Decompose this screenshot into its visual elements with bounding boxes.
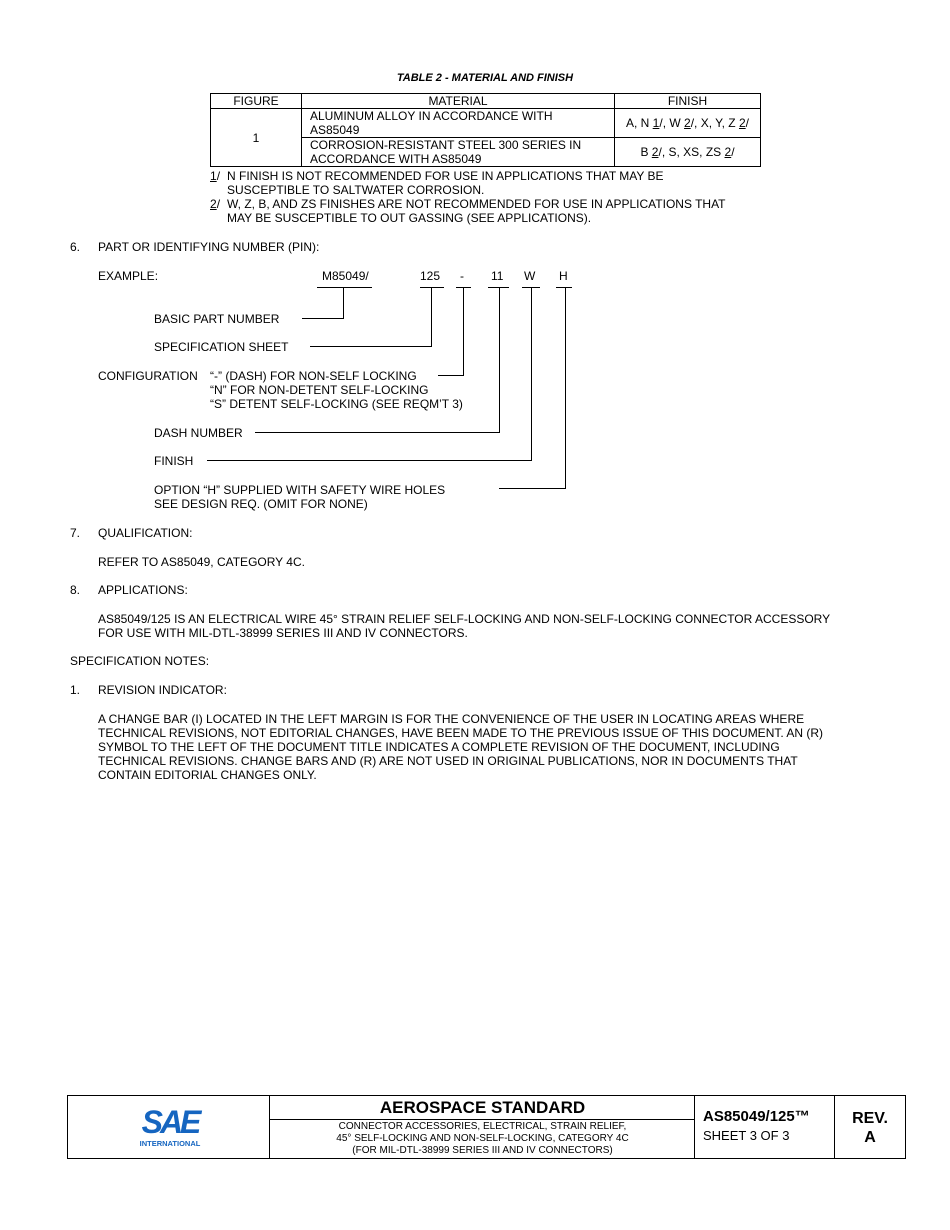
note-number: 1 (210, 169, 217, 183)
note-line: MAY BE SUSCEPTIBLE TO OUT GASSING (SEE APPLICATIONS). (227, 211, 592, 225)
figure-cell: 1 (211, 109, 302, 167)
revision-indicator-line: A CHANGE BAR (I) LOCATED IN THE LEFT MARGIN IS FOR THE CONVENIENCE OF THE USER IN LOCATING AREAS WHERE (98, 712, 805, 726)
document-number-cell (695, 1096, 835, 1158)
note-number: 2 (210, 197, 217, 211)
logo-subtext: INTERNATIONAL (139, 1139, 201, 1148)
finish-code-text: /, S, XS, ZS (658, 145, 725, 159)
label-basic-part-number: BASIC PART NUMBER (154, 312, 280, 326)
revision-indicator-line: TECHNICAL REVISIONS. CHANGE BARS AND (R) ARE NOT USED IN ORIGINAL PUBLICATIONS, NOR IN DOCUMENTS THAT (98, 754, 798, 768)
material-cell (302, 138, 615, 167)
header-material: MATERIAL (302, 94, 615, 109)
finish-cell (615, 109, 761, 138)
section-number: 8. (70, 583, 81, 597)
label-dash-number: DASH NUMBER (154, 426, 243, 440)
finish-code-text: B (640, 145, 652, 159)
material-line: ACCORDANCE WITH AS85049 (310, 152, 482, 166)
finish-code-text: /, X, Y, Z (690, 116, 739, 130)
label-configuration: CONFIGURATION (98, 369, 198, 383)
document-number: AS85049/125™ (703, 1108, 810, 1125)
section-number: 1. (70, 683, 81, 697)
label-finish: FINISH (154, 454, 194, 468)
label-option: SEE DESIGN REQ. (OMIT FOR NONE) (154, 497, 368, 511)
header-figure: FIGURE (211, 94, 302, 109)
finish-code-text: A, N (626, 116, 653, 130)
standard-subtitle: CONNECTOR ACCESSORIES, ELECTRICAL, STRAIN RELIEF, (338, 1121, 627, 1132)
pin-part-spec: 125 (420, 269, 441, 283)
applications-line: FOR USE WITH MIL-DTL-38999 SERIES III AND IV CONNECTORS. (98, 626, 468, 640)
material-line: ALUMINUM ALLOY IN ACCORDANCE WITH (310, 109, 553, 123)
header-finish: FINISH (615, 94, 761, 109)
finish-note-ref: 2 (738, 116, 746, 130)
title-cell (270, 1096, 695, 1158)
section-number: 7. (70, 526, 81, 540)
pin-part-dash: 11 (491, 269, 504, 283)
sheet-number: SHEET 3 OF 3 (703, 1128, 790, 1143)
finish-note-ref: 2 (651, 145, 659, 159)
table-row (211, 109, 761, 138)
standard-title: AEROSPACE STANDARD (379, 1098, 586, 1117)
finish-cell (615, 138, 761, 167)
material-line: AS85049 (310, 123, 360, 137)
finish-codes (640, 145, 734, 159)
label-specification-sheet: SPECIFICATION SHEET (154, 340, 289, 354)
finish-note-ref: 2 (684, 116, 691, 130)
pin-part-config: - (460, 269, 464, 283)
revision-indicator-line: SYMBOL TO THE LEFT OF THE DOCUMENT TITLE INDICATES A COMPLETE REVISION OF THE DOCUMENT, INCLUDING (98, 740, 780, 754)
note-line: W, Z, B, AND ZS FINISHES ARE NOT RECOMMENDED FOR USE IN APPLICATIONS THAT (227, 197, 726, 211)
standard-subtitle: 45° SELF-LOCKING AND NON-SELF-LOCKING, CATEGORY 4C (336, 1133, 629, 1144)
finish-note-ref: 2 (724, 145, 732, 159)
finish-code-text: / (745, 116, 749, 130)
material-finish-table (210, 93, 761, 167)
config-option: “S” DETENT SELF-LOCKING (SEE REQM’T 3) (210, 397, 463, 411)
material-cell (302, 109, 615, 138)
section-heading: REVISION INDICATOR: (98, 683, 227, 697)
revision-cell (835, 1096, 905, 1158)
revision-label: REV. (852, 1110, 888, 1127)
note-line: SUSCEPTIBLE TO SALTWATER CORROSION. (227, 183, 485, 197)
note-suffix: / (216, 197, 221, 211)
table-header-row (211, 94, 761, 109)
finish-code-text: / (731, 145, 735, 159)
standard-subtitle: (FOR MIL-DTL-38999 SERIES III AND IV CONNECTORS) (352, 1145, 613, 1156)
revision-indicator-line: TECHNICAL REVISIONS, NOT EDITORIAL CHANGES, HAVE BEEN MADE TO THE PREVIOUS ISSUE OF THIS DOCUMENT. AN (R) (98, 726, 824, 740)
material-line: CORROSION-RESISTANT STEEL 300 SERIES IN (310, 138, 582, 152)
pin-part-basic: M85049/ (322, 269, 369, 283)
finish-code-text: /, W (659, 116, 685, 130)
table-title: TABLE 2 - MATERIAL AND FINISH (396, 72, 574, 84)
applications-line: AS85049/125 IS AN ELECTRICAL WIRE 45° STRAIN RELIEF SELF-LOCKING AND NON-SELF-LOCKING CONNECTOR ACCESSORY (98, 612, 831, 626)
sae-logo (136, 1102, 206, 1150)
spec-notes-heading: SPECIFICATION NOTES: (70, 654, 210, 668)
section-heading: APPLICATIONS: (98, 583, 188, 597)
pin-part-option: H (559, 269, 568, 283)
pin-part-finish: W (524, 269, 536, 283)
qualification-text: REFER TO AS85049, CATEGORY 4C. (98, 555, 305, 569)
finish-codes (626, 116, 749, 130)
note-line: N FINISH IS NOT RECOMMENDED FOR USE IN APPLICATIONS THAT MAY BE (227, 169, 664, 183)
title-block (67, 1095, 906, 1159)
label-option: OPTION “H” SUPPLIED WITH SAFETY WIRE HOLES (154, 483, 446, 497)
section-number: 6. (70, 240, 81, 254)
revision-value: A (864, 1129, 876, 1146)
finish-note-ref: 1 (652, 116, 660, 130)
section-heading: PART OR IDENTIFYING NUMBER (PIN): (98, 240, 320, 254)
section-heading: QUALIFICATION: (98, 526, 193, 540)
logo-cell (68, 1096, 270, 1158)
note-suffix: / (216, 169, 221, 183)
config-option: “-” (DASH) FOR NON-SELF LOCKING (210, 369, 417, 383)
revision-indicator-line: CONTAIN EDITORIAL CHANGES ONLY. (98, 768, 317, 782)
logo-text: SAE (141, 1104, 199, 1140)
example-label: EXAMPLE: (98, 269, 159, 283)
config-option: “N” FOR NON-DETENT SELF-LOCKING (210, 383, 429, 397)
